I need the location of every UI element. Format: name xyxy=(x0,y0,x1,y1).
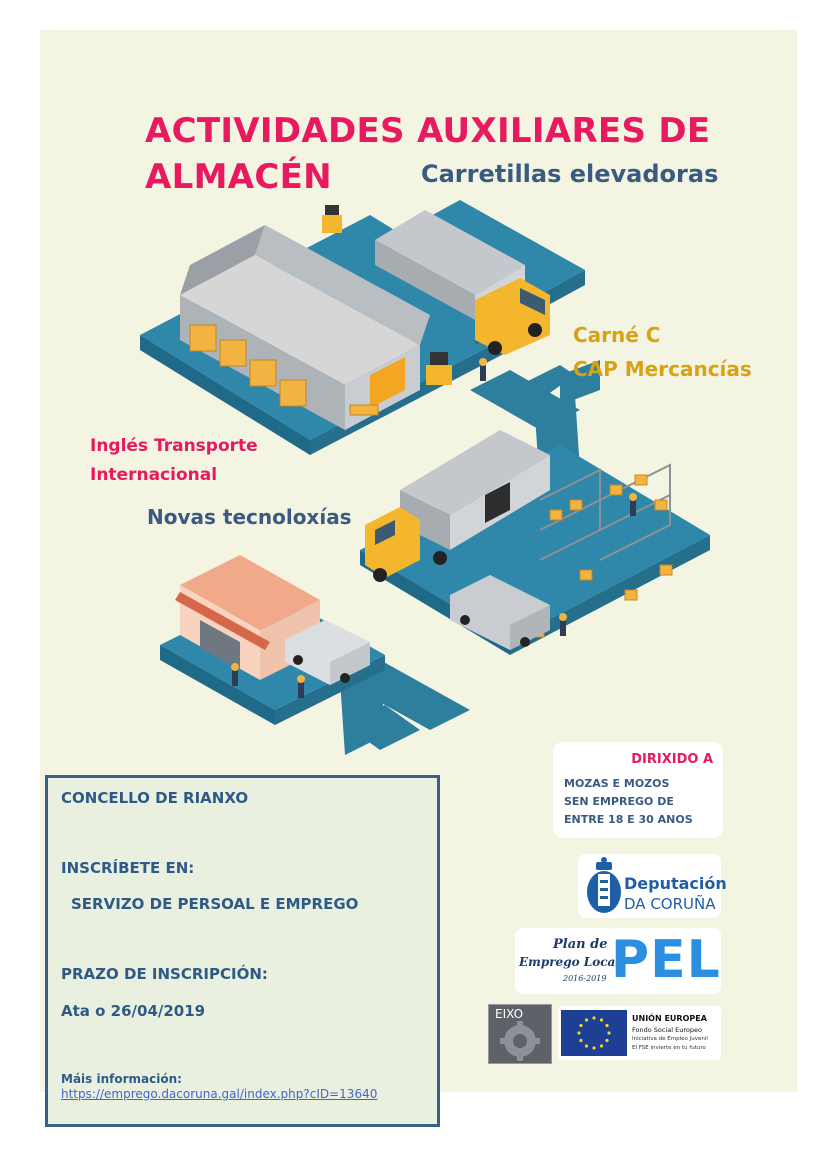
target-line-2: SEN EMPREGO DE xyxy=(564,795,674,808)
target-audience-text xyxy=(564,775,693,829)
target-line-1: MOZAS E MOZOS xyxy=(564,777,670,790)
target-line-3: ENTRE 18 E 30 ANOS xyxy=(564,813,693,826)
prazo-heading: PRAZO DE INSCRIPCIÓN: xyxy=(61,965,268,983)
eixo-text: EIXO xyxy=(495,1007,524,1021)
deputacion-crest-icon xyxy=(584,856,624,916)
prazo-date: Ata o 26/04/2019 xyxy=(61,1002,206,1020)
title-line-1: ACTIVIDADES AUXILIARES DE xyxy=(145,111,711,151)
eu-text-3: Iniciativa de Empleo Juvenil xyxy=(632,1036,708,1042)
label-carne: Carné C xyxy=(573,323,661,347)
eu-text-2: Fondo Social Europeo xyxy=(632,1026,702,1034)
plan-text-3: 2016-2019 xyxy=(563,974,607,983)
eu-logo xyxy=(558,1006,721,1060)
inscribete-heading: INSCRÍBETE EN: xyxy=(61,859,195,877)
pel-text: PEL xyxy=(611,930,721,990)
label-cap: CAP Mercancías xyxy=(573,357,752,381)
deputacion-logo xyxy=(578,854,727,918)
pel-logo xyxy=(515,928,721,994)
label-novas: Novas tecnoloxías xyxy=(147,505,352,529)
target-audience-box xyxy=(553,742,723,838)
label-carretillas: Carretillas elevadoras xyxy=(421,160,719,188)
eu-text-4: El FSE invierte en tu futuro xyxy=(632,1045,706,1051)
plan-text-1: Plan de xyxy=(553,937,608,952)
label-ingles-1: Inglés Transporte xyxy=(90,436,258,456)
concello-name: CONCELLO DE RIANXO xyxy=(61,789,249,807)
eu-flag-icon xyxy=(561,1010,627,1056)
info-url-link[interactable]: https://emprego.dacoruna.gal/index.php?cID=13640 xyxy=(61,1087,378,1101)
target-audience-head: DIRIXIDO A xyxy=(631,752,713,767)
eu-text-1: UNIÓN EUROPEA xyxy=(632,1014,707,1023)
label-ingles-2: Internacional xyxy=(90,465,218,485)
title-line-2: ALMACÉN xyxy=(145,157,332,197)
mais-info-label: Máis información: xyxy=(61,1072,182,1086)
servizo-name: SERVIZO DE PERSOAL E EMPREGO xyxy=(71,895,359,913)
deputacion-text-1: Deputación xyxy=(624,874,727,893)
plan-text-2: Emprego Local xyxy=(519,955,620,969)
deputacion-text-2: DA CORUÑA xyxy=(624,895,716,913)
info-box xyxy=(45,775,440,1127)
eixo-logo xyxy=(488,1004,552,1064)
